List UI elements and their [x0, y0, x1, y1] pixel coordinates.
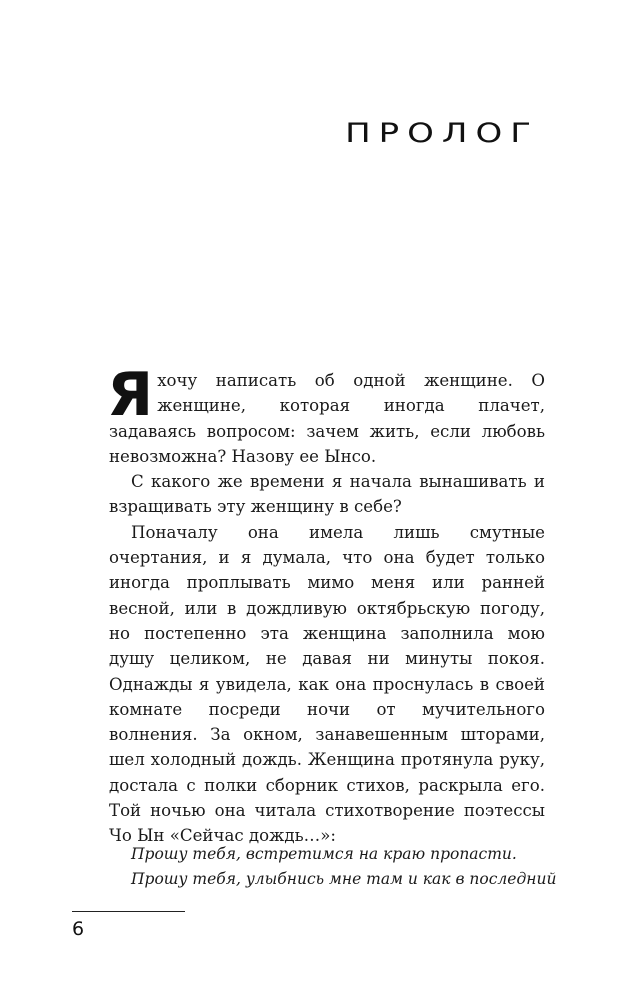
paragraph-3: Поначалу она имела лишь смутные очертания, и я думала, что она будет только иногда проплывать мимо меня или ранней весной, или в дождливую октябрьскую погоду, но постепенно эта женщина заполнила мою душу целиком, не давая ни минуты покоя. Однажды я увидела, как она проснулась в своей комнате посреди ночи от мучительного волнения. За окном, занавешенным шторами, шел холодный дождь. Женщина протянула руку, достала с полки сборник стихов, раскрыла его. Той ночью она читала стихотворение поэтессы Чо Ын «Сейчас дождь…»: — [109, 522, 545, 846]
page-number: 6 — [72, 918, 85, 940]
poem-quote — [131, 842, 571, 891]
poem-line: Прошу тебя, встретимся на краю пропасти. — [131, 845, 517, 863]
chapter-title: ПРОЛОГ — [345, 118, 539, 150]
paragraph-1 — [107, 360, 545, 469]
drop-cap: Я — [107, 360, 154, 430]
footer-rule — [72, 911, 185, 912]
paragraph-1-text: хочу написать об одной женщине. О женщине, которая иногда плачет, задаваясь вопросом: зачем жить, если любовь невозможна? Назову ее Ынсо. — [109, 371, 545, 466]
poem-line: Прошу тебя, улыбнись мне там и как в последний — [131, 869, 557, 888]
paragraph-2: С какого же времени я начала вынашивать и взращивать эту женщину в себе? — [109, 472, 545, 517]
body-text — [107, 360, 545, 849]
